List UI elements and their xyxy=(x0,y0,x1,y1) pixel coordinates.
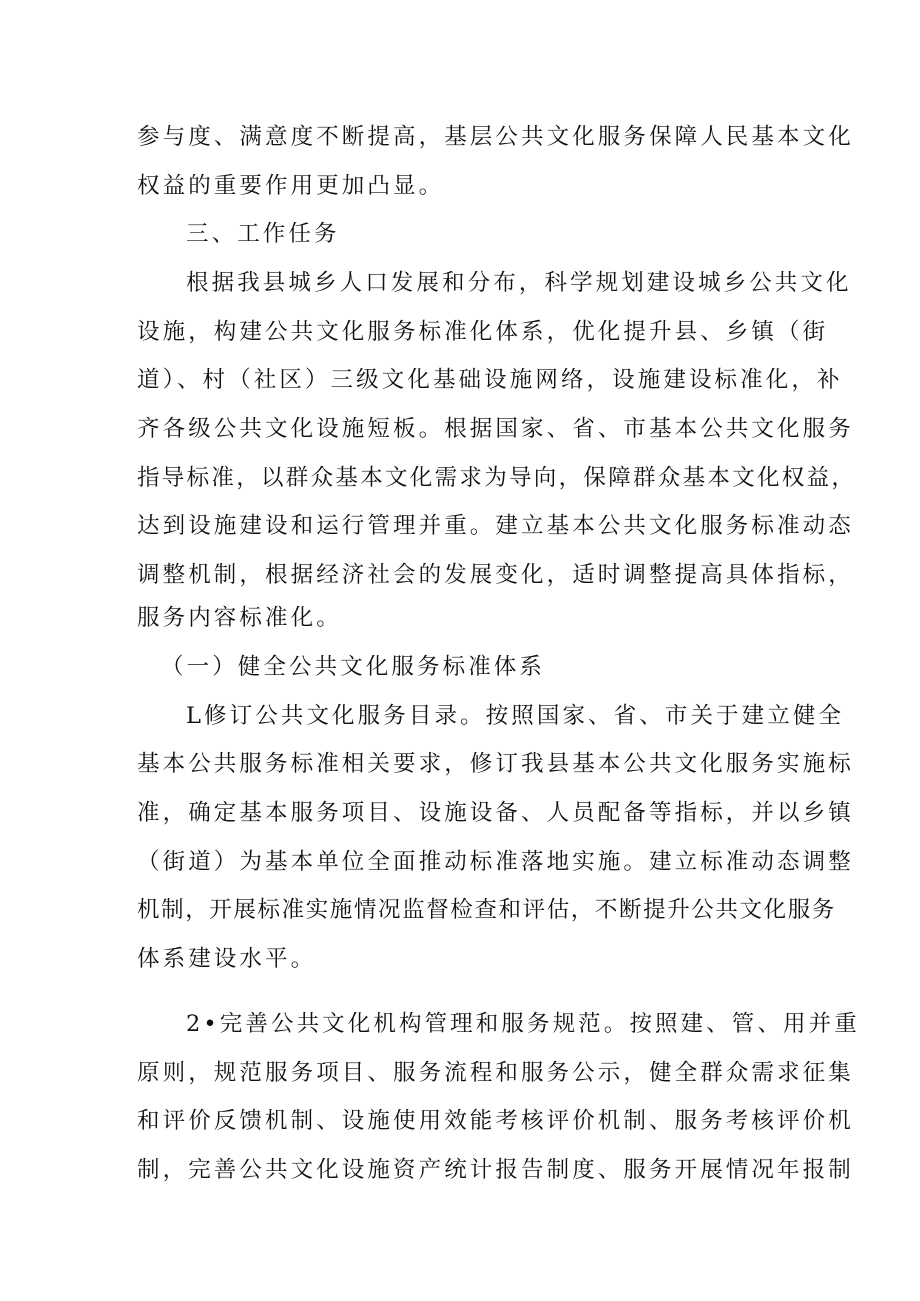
body-text-line: 齐各级公共文化设施短板。根据国家、省、市基本公共文化服务 xyxy=(137,416,854,442)
body-text-line: 调整机制，根据经济社会的发展变化，适时调整提高具体指标， xyxy=(137,562,854,588)
body-text-line: 原则，规范服务项目、服务流程和服务公示，健全群众需求征集 xyxy=(137,1060,854,1086)
body-text-line: 机制，开展标准实施情况监督检查和评估，不断提升公共文化服务 xyxy=(137,897,836,923)
body-text-line: 设施，构建公共文化服务标准化体系，优化提升县、乡镇（街 xyxy=(137,319,829,345)
list-item-1-text: L修订公共文化服务目录。按照国家、省、市关于建立健全 xyxy=(186,703,845,729)
body-text-line: 和评价反馈机制、设施使用效能考核评价机制、服务考核评价机 xyxy=(137,1108,854,1134)
body-text-line: （街道）为基本单位全面推动标准落地实施。建立标准动态调整 xyxy=(137,849,854,875)
body-text-line: 权益的重要作用更加凸显。 xyxy=(137,173,445,199)
body-text-line: 基本公共服务标准相关要求，修订我县基本公共文化服务实施标 xyxy=(137,751,854,777)
body-text-line: 服务内容标准化。 xyxy=(137,605,342,631)
subsection-heading: （一）健全公共文化服务标准体系 xyxy=(161,654,546,680)
body-text-line: 准，确定基本服务项目、设施设备、人员配备等指标，并以乡镇 xyxy=(137,800,854,826)
body-text-line: 体系建设水平。 xyxy=(137,946,317,972)
body-text-line: 制，完善公共文化设施资产统计报告制度、服务开展情况年报制 xyxy=(137,1157,854,1183)
body-text-line: 道）、村（社区）三级文化基础设施网络，设施建设标准化，补 xyxy=(137,367,843,393)
list-item-2-text: 2•完善公共文化机构管理和服务规范。按照建、管、用并重 xyxy=(186,1011,860,1037)
body-text-line: 达到设施建设和运行管理并重。建立基本公共文化服务标准动态 xyxy=(137,513,854,539)
section-heading: 三、工作任务 xyxy=(186,221,340,247)
body-text-line: 参与度、满意度不断提高，基层公共文化服务保障人民基本文化 xyxy=(137,124,854,150)
body-text-line: 根据我县城乡人口发展和分布，科学规划建设城乡公共文化 xyxy=(186,270,852,296)
body-text-line: 指导标准，以群众基本文化需求为导向，保障群众基本文化权益， xyxy=(137,465,857,491)
